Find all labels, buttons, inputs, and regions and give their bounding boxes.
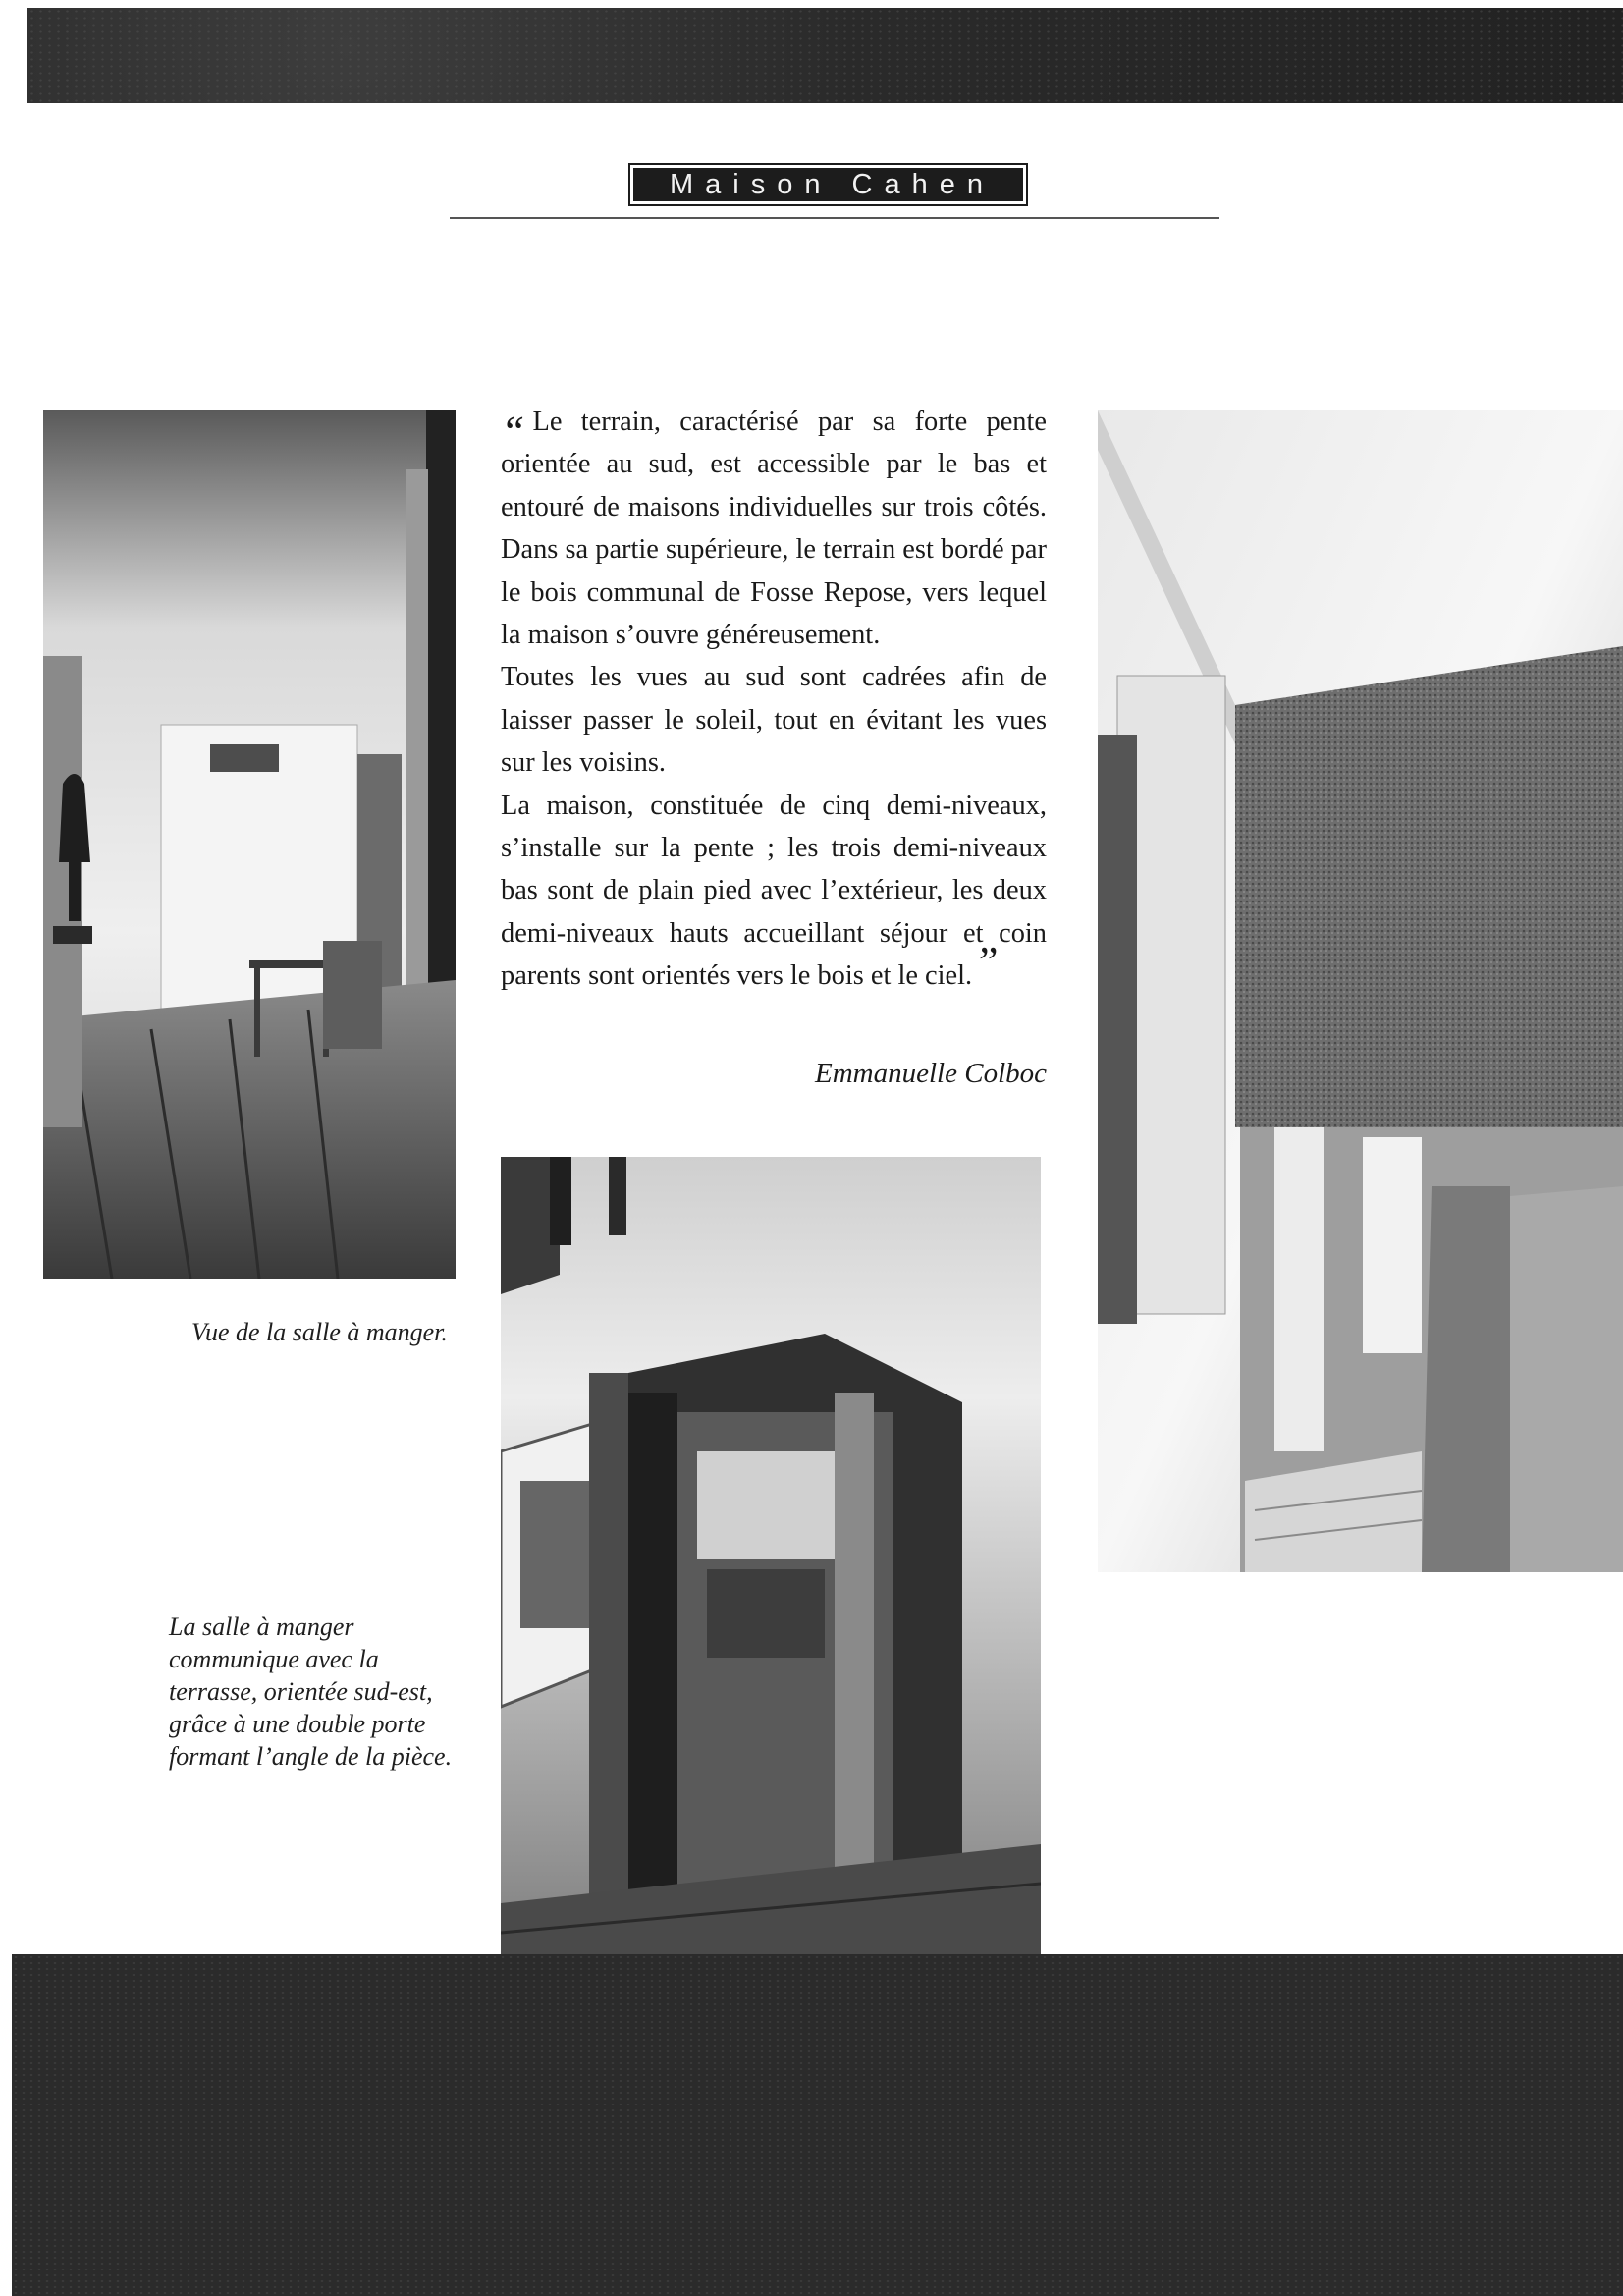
quote-author: Emmanuelle Colboc — [815, 1058, 1047, 1089]
close-quote-mark: ” — [974, 938, 999, 987]
title-rule — [450, 217, 1219, 219]
page-title: Maison Cahen — [633, 168, 1023, 201]
caption-dining-room: Vue de la salle à manger. — [191, 1318, 448, 1346]
top-dark-band — [27, 8, 1623, 103]
quote-paragraph-2: Toutes les vues au sud sont cadrées afin de laisser passer le soleil, tout en évitant les vues sur les voisins. — [501, 662, 1047, 779]
quote-block — [501, 401, 1047, 998]
quote-paragraph-3: La maison, constituée de cinq demi-niveaux, s’installe sur la pente ; les trois demi-niveaux bas sont de plain pied avec l’extérieur, les deux demi-niveaux hauts accueillant séjour et coin parents sont orientés vers le bois et le ciel.” — [501, 790, 1047, 992]
open-quote-mark: “ — [501, 408, 525, 456]
bottom-dark-band — [12, 1954, 1623, 2296]
staircase-photo — [1098, 410, 1623, 1572]
dining-room-photo — [43, 410, 456, 1279]
caption-terrace: La salle à manger communique avec la terrasse, orientée sud-est, grâce à une double porte formant l’angle de la pièce. — [169, 1613, 453, 1771]
terrace-door-photo — [501, 1157, 1041, 1960]
quote-paragraph-1: “ Le terrain, caractérisé par sa forte pente orientée au sud, est accessible par le bas et entouré de maisons individuelles sur trois côtés. Dans sa partie supérieure, le terrain est bordé par le bois communal de Fosse Repose, vers lequel la maison s’ouvre généreusement. — [501, 407, 1047, 651]
